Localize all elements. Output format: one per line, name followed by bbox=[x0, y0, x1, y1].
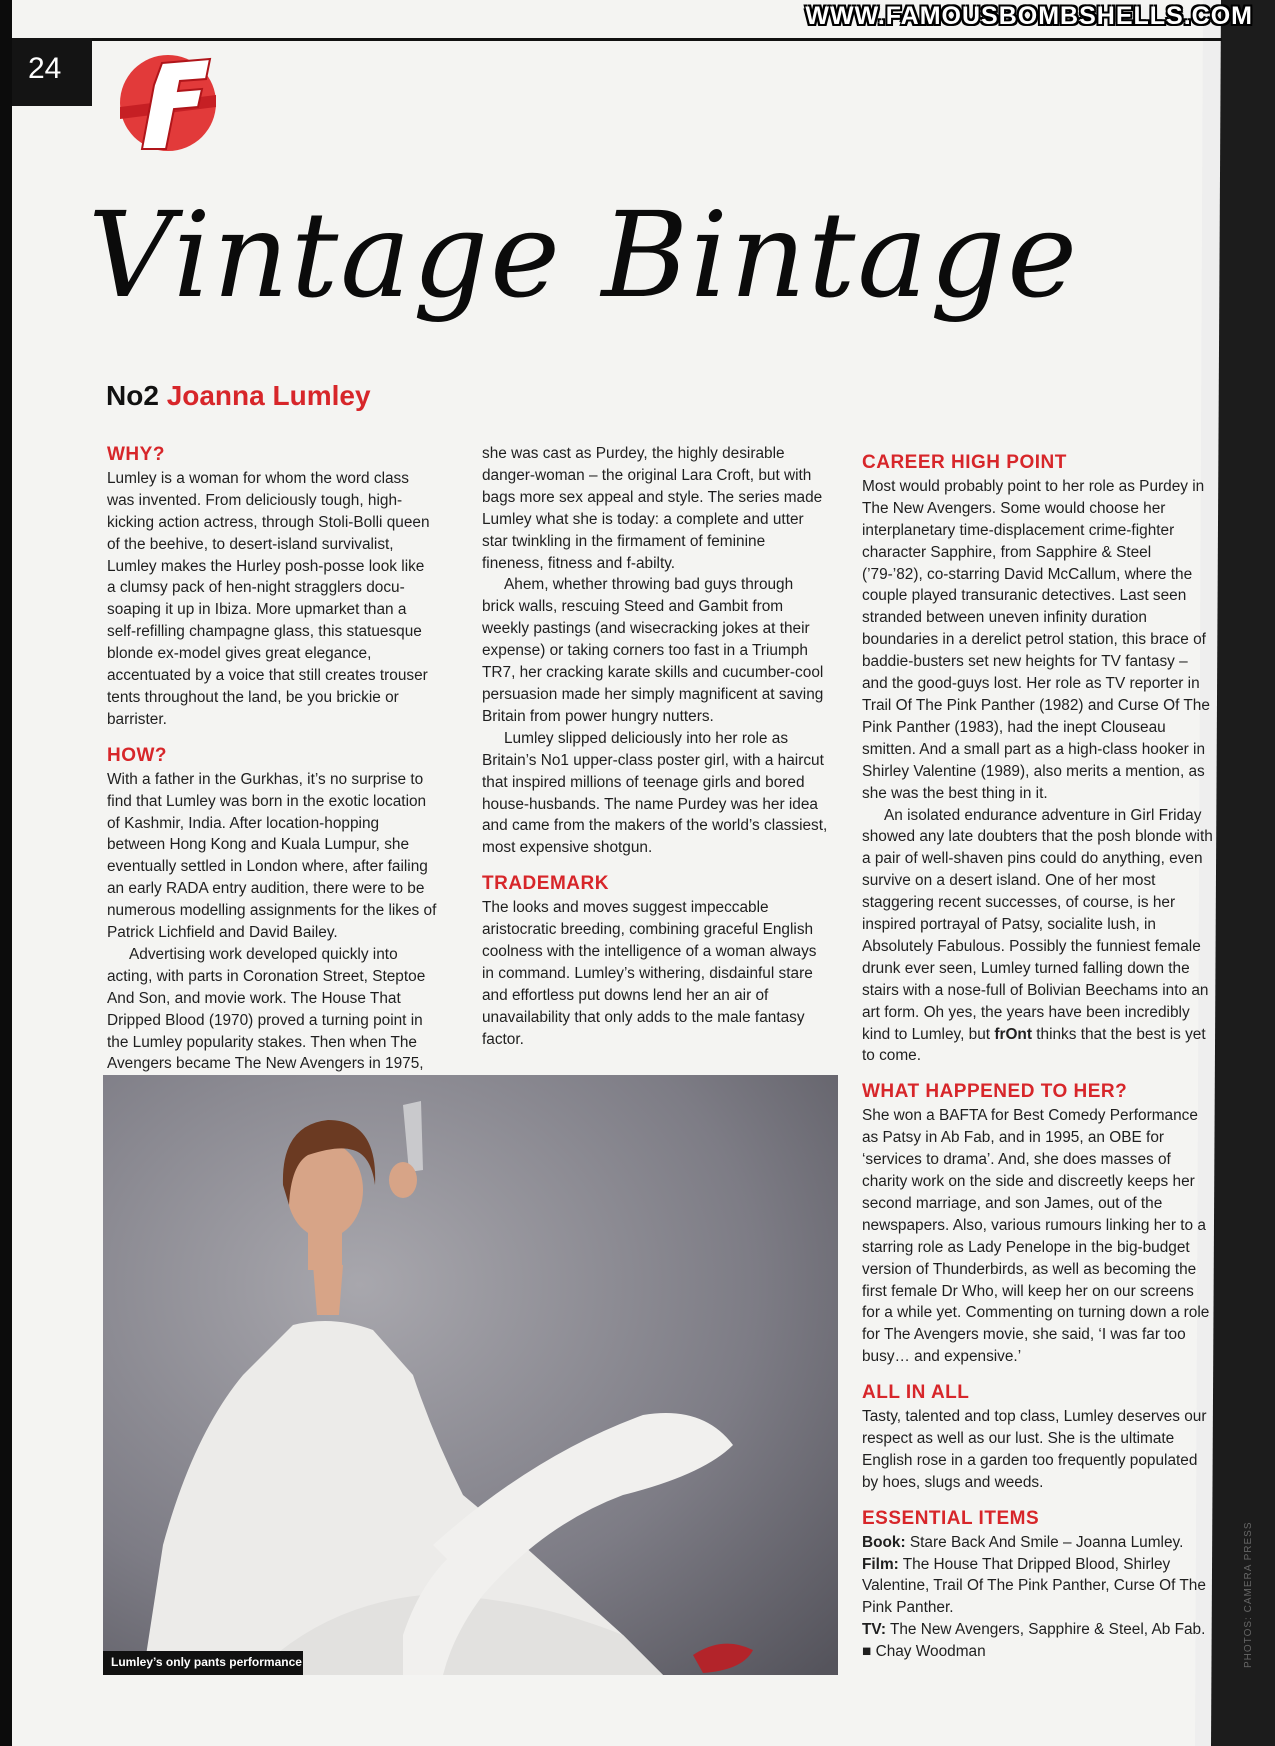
section-heading-allinall: ALL IN ALL bbox=[862, 1382, 970, 1404]
film-label: Film: bbox=[862, 1555, 899, 1573]
paragraph: Advertising work developed quickly into acting, with parts in Coronation Street, Steptoe And Son, and movie work. The House That Dripped Blood (1970) proved a turning point in the Lumley popularity stakes. Then when The Avengers became The New Avengers in 1975, bbox=[107, 945, 426, 1073]
section-heading-career: CAREER HIGH POINT bbox=[862, 452, 1067, 473]
paragraph: Tasty, talented and top class, Lumley deserves our respect as well as our lust. She is the ultimate English rose in a garden too frequently populated by hoes, slugs and weeds. bbox=[862, 1408, 1207, 1491]
section-heading-trademark: TRADEMARK bbox=[482, 873, 609, 895]
watermark: WWW.FAMOUSBOMBSHELLS.COM bbox=[805, 2, 1253, 30]
tv-label: TV: bbox=[862, 1621, 886, 1639]
book-value: Stare Back And Smile – Joanna Lumley. bbox=[909, 1533, 1184, 1551]
section-heading-essentials: ESSENTIAL ITEMS bbox=[862, 1507, 1040, 1529]
film-value: The House That Dripped Blood, Shirley Valentine, Trail Of The Pink Panther, Curse Of The Pink Panther. bbox=[862, 1555, 1206, 1617]
book-label: Book: bbox=[862, 1533, 906, 1551]
essential-tv bbox=[862, 1619, 1214, 1641]
essential-film bbox=[862, 1554, 1214, 1620]
paragraph: Lumley is a woman for whom the word class was invented. From deliciously tough, high-kicking action actress, through Stoli-Bolli queen of the beehive, to desert-island survivalist, Lumley makes the Hurley posh-posse look like a clumsy pack of hen-night stragglers docu-soaping it up in Ibiza. More upmarket than a self-refilling champagne glass, this statuesque blonde ex-model gives great elegance, accentuated by a voice that still creates trouser tents throughout the land, be you brickie or barrister. bbox=[107, 469, 430, 728]
text-run: thinks that the best is yet to come. bbox=[862, 1025, 1206, 1065]
paragraph: With a father in the Gurkhas, it’s no surprise to find that Lumley was born in the exotic location of Kashmir, India. After location-hopping between Hong Kong and Kuala Lumpur, she eventually settled in London where, after failing an early RADA entry audition, there were to be numerous modelling assignments for the likes of Patrick Lichfield and David Bailey. bbox=[107, 770, 437, 942]
article-subtitle bbox=[106, 380, 371, 412]
front-logo-icon bbox=[110, 45, 230, 155]
author-name: Chay Woodman bbox=[875, 1643, 986, 1661]
paragraph: Most would probably point to her role as Purdey in The New Avengers. Some would choose her interplanetary time-displacement crime-fighter character Sapphire, from Sapphire & Steel (’79-’82), co-starring David McCallum, where the couple played transuranic detectives. Last seen stranded between uneven infinity duration boundaries in a derelict petrol station, this brace of baddie-busters set new heights for TV fantasy – and the good-guys lost. Her role as TV reporter in Trail Of The Pink Panther (1982) and Curse Of The Pink Panther (1983), had the inept Clouseau smitten. And a small part as a high-class hooker in Shirley Valentine (1989), also merits a mention, as she was the best thing in it. bbox=[862, 477, 1210, 802]
column-1 bbox=[107, 444, 437, 1075]
paragraph: She won a BAFTA for Best Comedy Performance as Patsy in Ab Fab, and in 1995, an OBE for ‘services to drama’. And, she does masses of charity work on the side and discreetly keeps her second marriage, and son James, out of the newspapers. Also, various rumours linking her to a starring role as Lady Penelope in the big-budget version of Thunderbirds, as well as becoming the first female Dr Who, will keep her on our screens for a while yet. Commenting on turning down a role for The Avengers movie, she said, ‘I was far too busy… and expensive.’ bbox=[862, 1107, 1210, 1366]
header-rule bbox=[92, 38, 1222, 41]
page-number: 24 bbox=[28, 52, 62, 85]
column-3 bbox=[862, 452, 1214, 1663]
section-heading-happened: WHAT HAPPENED TO HER? bbox=[862, 1081, 1128, 1103]
paragraph: she was cast as Purdey, the highly desirable danger-woman – the original Lara Croft, but with bags more sex appeal and style. The series made Lumley what she is today: a complete and utter star twinkling in the firmament of feminine fineness, fitness and f-abilty. bbox=[482, 445, 823, 572]
essential-book bbox=[862, 1532, 1214, 1554]
paragraph: The looks and moves suggest impeccable aristocratic breeding, combining graceful English coolness with the intelligence of a woman always in command. Lumley’s withering, disdainful stare and effortless put downs lend her an air of unavailability that only adds to the male fantasy factor. bbox=[482, 899, 817, 1048]
section-heading-how: HOW? bbox=[107, 744, 168, 766]
square-bullet-icon: ■ bbox=[862, 1643, 872, 1661]
column-2 bbox=[482, 443, 828, 1050]
subject-name: Joanna Lumley bbox=[166, 380, 371, 411]
tv-value: The New Avengers, Sapphire & Steel, Ab Fab. bbox=[889, 1621, 1206, 1639]
left-edge-bar bbox=[0, 0, 12, 1746]
page-number-box bbox=[12, 38, 92, 106]
photo-credit: PHOTOS: CAMERA PRESS bbox=[1243, 1521, 1254, 1668]
photo-caption: Lumley’s only pants performance bbox=[103, 1651, 303, 1675]
author-line bbox=[862, 1641, 1214, 1663]
paragraph: Lumley slipped deliciously into her role as Britain’s No1 upper-class poster girl, with a haircut that inspired millions of teenage girls and bored house-husbands. The name Purdey was her idea and came from the makers of the world’s classiest, most expensive shotgun. bbox=[482, 729, 828, 857]
text-run: An isolated endurance adventure in Girl Friday showed any late doubters that the posh blonde with a pair of well-shaven pins could do anything, even survive on a desert island. One of her most staggering recent successes, of course, is her inspired portrayal of Patsy, socialite lush, in Absolutely Fabulous. Possibly the funniest female drunk ever seen, Lumley turned falling down the stairs with a nose-full of Bolivian Beechams into an art form. Oh yes, the years have been incredibly kind to Lumley, but bbox=[862, 806, 1213, 1043]
article-photo bbox=[103, 1075, 838, 1675]
section-heading-why: WHY? bbox=[107, 444, 165, 465]
brand-name: frOnt bbox=[994, 1025, 1032, 1043]
paragraph: Ahem, whether throwing bad guys through brick walls, rescuing Steed and Gambit from weekly pastings (and wisecracking jokes at their expense) or taking corners too fast in a Triumph TR7, her cracking karate skills and cucumber-cool persuasion made her simply magnificent at saving Britain from power hungry nutters. bbox=[482, 576, 824, 725]
article-title: Vintage Bintage bbox=[88, 186, 1080, 324]
issue-number: No2 bbox=[106, 380, 159, 411]
paragraph bbox=[862, 805, 1214, 1068]
